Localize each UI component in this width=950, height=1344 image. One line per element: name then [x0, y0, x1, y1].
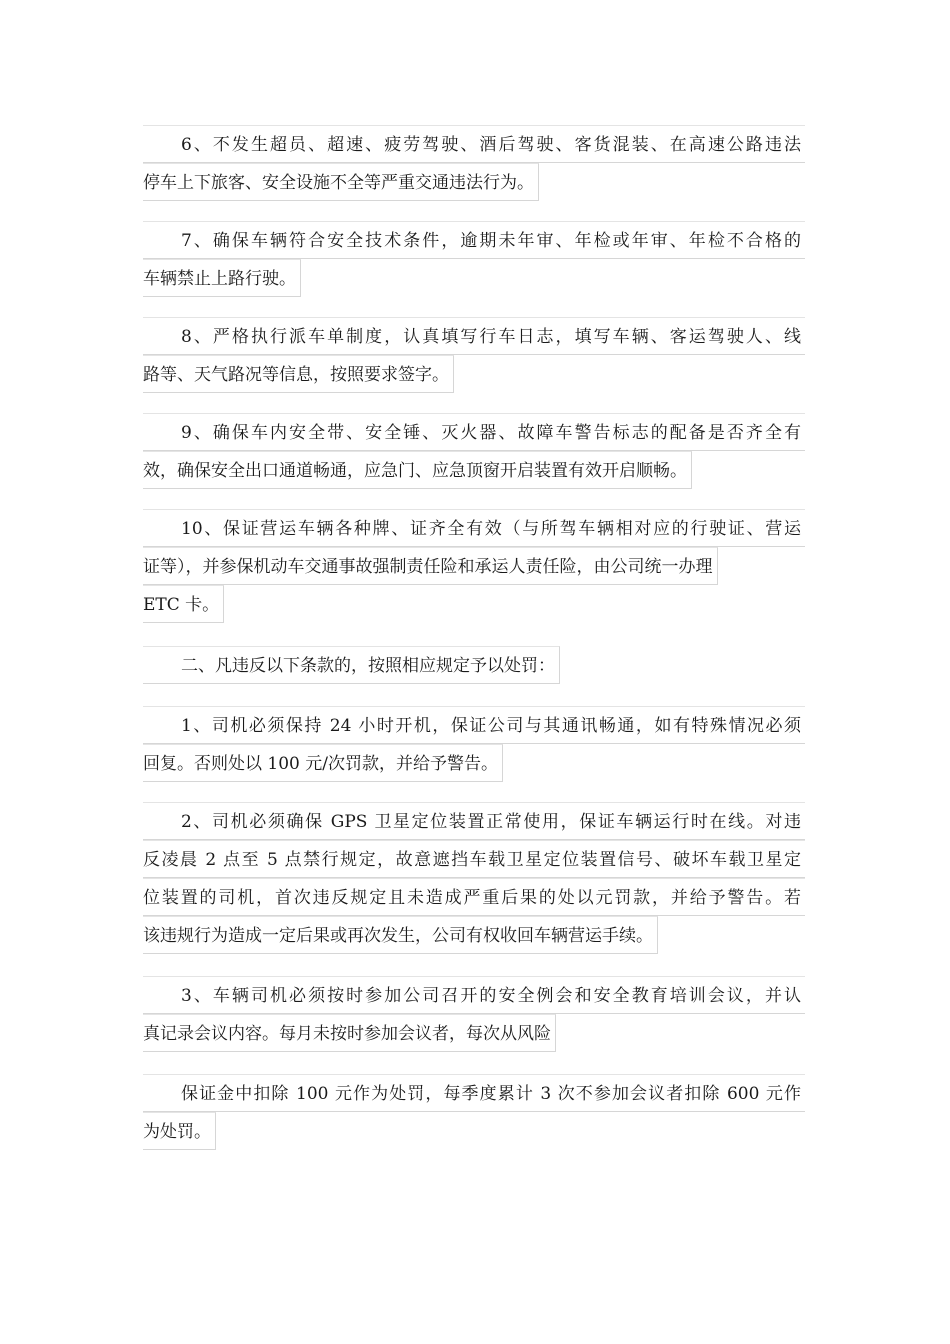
text-line	[143, 163, 805, 201]
line-text: 10、保证营运车辆各种牌、证齐全有效（与所驾车辆相对应的行驶证、营运	[143, 509, 805, 547]
text-line	[143, 744, 805, 782]
line-text: 真记录会议内容。每月未按时参加会议者，每次从风险	[143, 1014, 556, 1052]
line-text: 7、确保车辆符合安全技术条件，逾期未年审、年检或年审、年检不合格的	[143, 221, 805, 259]
text-line	[143, 1074, 805, 1112]
line-text: 9、确保车内安全带、安全锤、灭火器、故障车警告标志的配备是否齐全有	[143, 413, 805, 451]
penalty-item-2	[143, 802, 805, 954]
text-line	[143, 125, 805, 163]
line-text: 3、车辆司机必须按时参加公司召开的安全例会和安全教育培训会议，并认	[143, 976, 805, 1014]
text-line	[143, 413, 805, 451]
paragraph-item-7	[143, 221, 805, 297]
text-line	[143, 916, 805, 954]
text-line	[143, 547, 805, 585]
line-text: 位装置的司机，首次违反规定且未造成严重后果的处以元罚款，并给予警告。若	[143, 878, 805, 916]
text-line	[143, 585, 805, 623]
text-line	[143, 1112, 805, 1150]
penalty-item-1	[143, 706, 805, 782]
text-line	[143, 509, 805, 547]
paragraph-item-9	[143, 413, 805, 489]
text-line	[143, 355, 805, 393]
line-text: 2、司机必须确保 GPS 卫星定位装置正常使用，保证车辆运行时在线。对违	[143, 802, 805, 840]
line-text: 8、严格执行派车单制度，认真填写行车日志，填写车辆、客运驾驶人、线	[143, 317, 805, 355]
text-line	[143, 802, 805, 840]
line-text: 保证金中扣除 100 元作为处罚，每季度累计 3 次不参加会议者扣除 600 元作	[143, 1074, 805, 1112]
line-text: 证等），并参保机动车交通事故强制责任险和承运人责任险，由公司统一办理	[143, 547, 718, 585]
paragraph-item-6	[143, 125, 805, 201]
line-text: 反凌晨 2 点至 5 点禁行规定，故意遮挡车载卫星定位装置信号、破坏车载卫星定	[143, 840, 805, 878]
section-heading-penalties	[143, 646, 805, 684]
text-line	[143, 259, 805, 297]
text-line	[143, 1014, 805, 1052]
penalty-item-3	[143, 976, 805, 1052]
line-text: 停车上下旅客、安全设施不全等严重交通违法行为。	[143, 163, 539, 201]
line-text: 回复。否则处以 100 元/次罚款，并给予警告。	[143, 744, 503, 782]
line-text: 为处罚。	[143, 1112, 216, 1150]
line-text: 二、凡违反以下条款的，按照相应规定予以处罚：	[143, 646, 560, 684]
text-line	[143, 976, 805, 1014]
line-text: ETC 卡。	[143, 585, 224, 623]
text-line	[143, 317, 805, 355]
line-text: 6、不发生超员、超速、疲劳驾驶、酒后驾驶、客货混装、在高速公路违法	[143, 125, 805, 163]
line-text: 路等、天气路况等信息，按照要求签字。	[143, 355, 454, 393]
text-line	[143, 706, 805, 744]
text-line	[143, 221, 805, 259]
line-text: 该违规行为造成一定后果或再次发生，公司有权收回车辆营运手续。	[143, 916, 658, 954]
line-text: 效，确保安全出口通道畅通，应急门、应急顶窗开启装置有效开启顺畅。	[143, 451, 692, 489]
line-text: 1、司机必须保持 24 小时开机，保证公司与其通讯畅通，如有特殊情况必须	[143, 706, 805, 744]
penalty-item-3-continued	[143, 1074, 805, 1150]
text-line	[143, 646, 805, 684]
text-line	[143, 840, 805, 878]
text-line	[143, 878, 805, 916]
paragraph-item-8	[143, 317, 805, 393]
line-text: 车辆禁止上路行驶。	[143, 259, 301, 297]
paragraph-item-10	[143, 509, 805, 623]
text-line	[143, 451, 805, 489]
